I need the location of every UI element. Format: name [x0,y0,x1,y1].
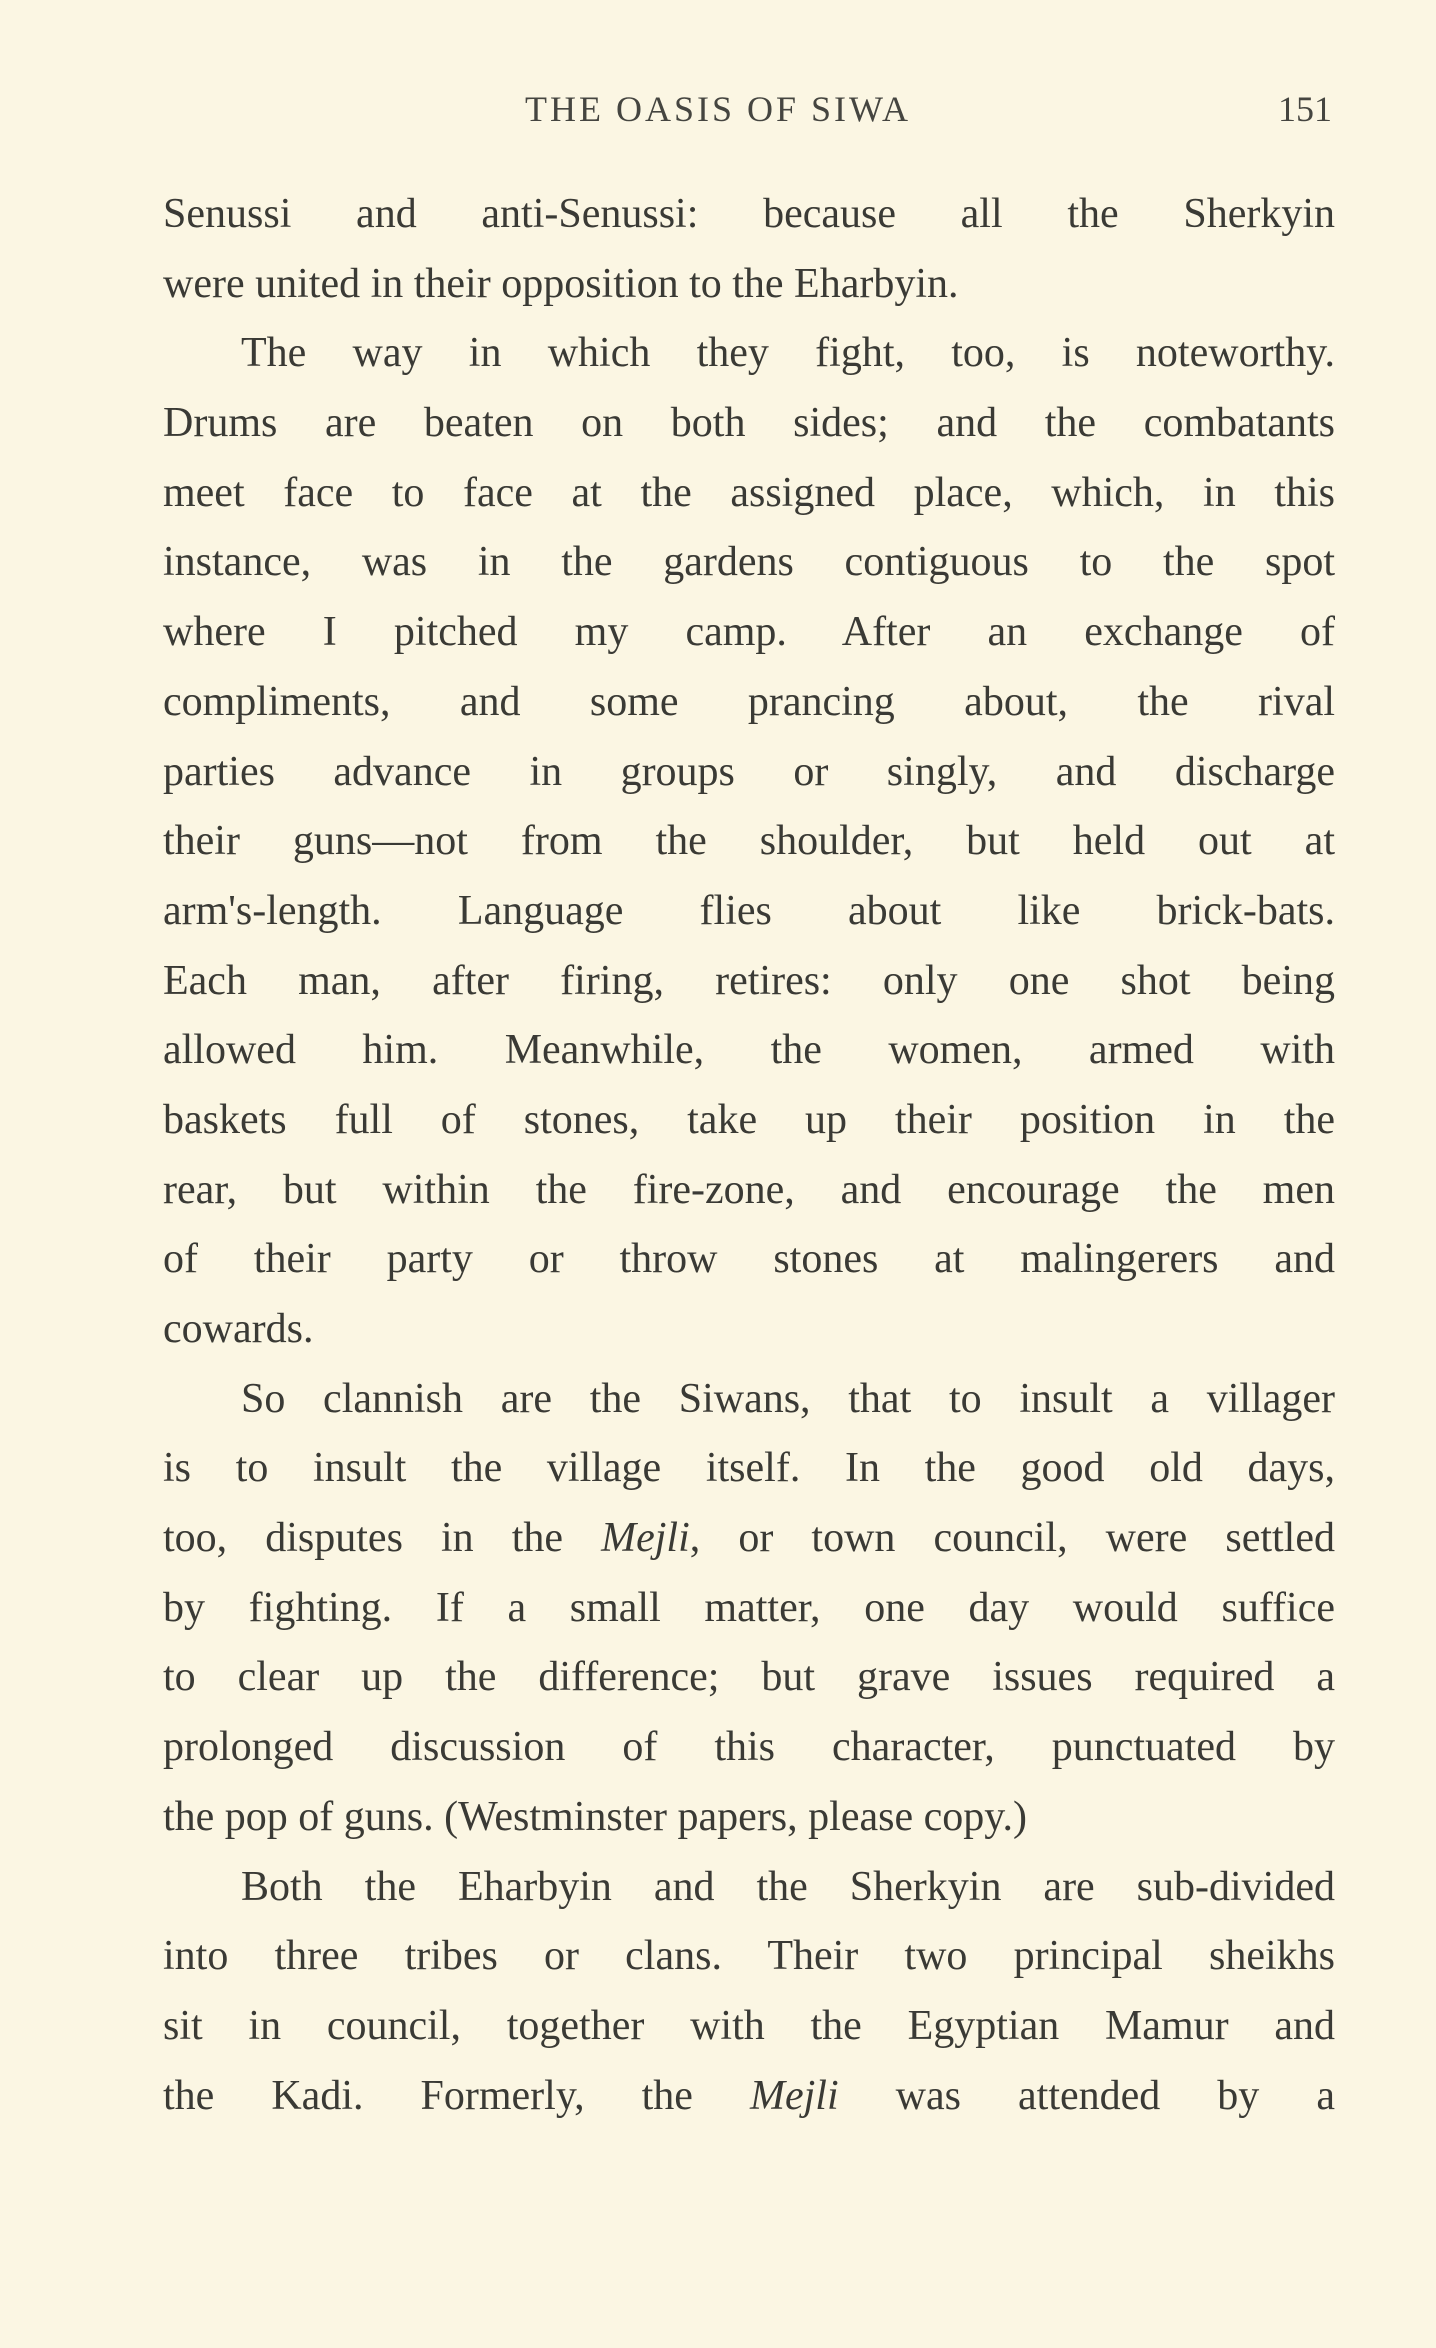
text-line [163,1365,1335,1435]
text-segment: of their party or throw stones at malingerers and [163,1236,1335,1283]
text-segment: were united in their opposition to the Eharbyin. [163,260,959,307]
text-segment: sit in council, together with the Egyptian Mamur and [163,2002,1335,2049]
text-line [163,1922,1335,1992]
text-line [163,668,1335,738]
text-line [163,738,1335,808]
text-segment: arm's-length. Language flies about like brick-bats. [163,887,1335,934]
text-line [163,598,1335,668]
text-segment: compliments, and some prancing about, the rival [163,678,1335,725]
text-segment: , or town council, were settled [689,1515,1335,1562]
page-number: 151 [1278,89,1332,129]
text-line [163,1434,1335,1504]
text-line [163,180,1335,250]
text-segment: Each man, after firing, retires: only one shot being [163,957,1335,1004]
running-head [0,88,1436,138]
text-segment: cowards. [163,1306,314,1352]
body-text [163,180,1335,2131]
text-line [163,877,1335,947]
text-segment: was attended by a [838,2072,1335,2119]
text-line [163,947,1335,1017]
text-segment: is to insult the village itself. In the good old days, [163,1445,1335,1492]
text-line [163,1016,1335,1086]
text-segment: baskets full of stones, take up their position in the [163,1096,1335,1143]
text-segment: into three tribes or clans. Their two principal sheikhs [163,1933,1335,1980]
text-segment: prolonged discussion of this character, punctuated by [163,1724,1335,1771]
italic-term: Mejli [601,1515,690,1562]
text-segment: parties advance in groups or singly, and discharge [163,748,1335,795]
text-line [163,1853,1335,1923]
text-line [163,807,1335,877]
text-line [163,389,1335,459]
text-line [163,250,1335,320]
text-line [163,459,1335,529]
text-line [163,1992,1335,2062]
text-segment: to clear up the difference; but grave issues required a [163,1654,1335,1701]
text-line [163,1783,1335,1853]
text-line [163,1713,1335,1783]
text-segment: meet face to face at the assigned place, which, in this [163,469,1335,516]
text-segment: So clannish are the Siwans, that to insult a villager [241,1375,1335,1422]
text-segment: too, disputes in the [163,1515,602,1562]
text-segment: their guns—not from the shoulder, but held out at [163,818,1335,865]
text-segment: Both the Eharbyin and the Sherkyin are sub-divided [241,1863,1335,1910]
text-segment: Drums are beaten on both sides; and the combatants [163,400,1335,447]
text-segment: rear, but within the fire-zone, and encourage the men [163,1166,1335,1213]
text-line [163,1574,1335,1644]
text-line [163,2062,1335,2132]
text-line [163,528,1335,598]
text-line [163,1225,1335,1295]
text-line [163,319,1335,389]
text-segment: The way in which they fight, too, is noteworthy. [241,330,1335,377]
running-title: THE OASIS OF SIWA [524,89,912,129]
text-segment: by fighting. If a small matter, one day would suffice [163,1584,1335,1631]
text-segment: the Kadi. Formerly, the [163,2072,750,2119]
text-segment: the pop of guns. (Westminster papers, please copy.) [163,1793,1027,1840]
text-line [163,1086,1335,1156]
text-line [163,1156,1335,1226]
text-segment: where I pitched my camp. After an exchange of [163,609,1335,656]
text-line [163,1643,1335,1713]
text-segment: allowed him. Meanwhile, the women, armed with [163,1027,1335,1074]
text-line [163,1295,1335,1365]
text-segment: instance, was in the gardens contiguous to the spot [163,539,1335,586]
text-segment: Senussi and anti-Senussi: because all the Sherkyin [163,191,1335,237]
italic-term: Mejli [749,2072,839,2119]
text-line [163,1504,1335,1574]
